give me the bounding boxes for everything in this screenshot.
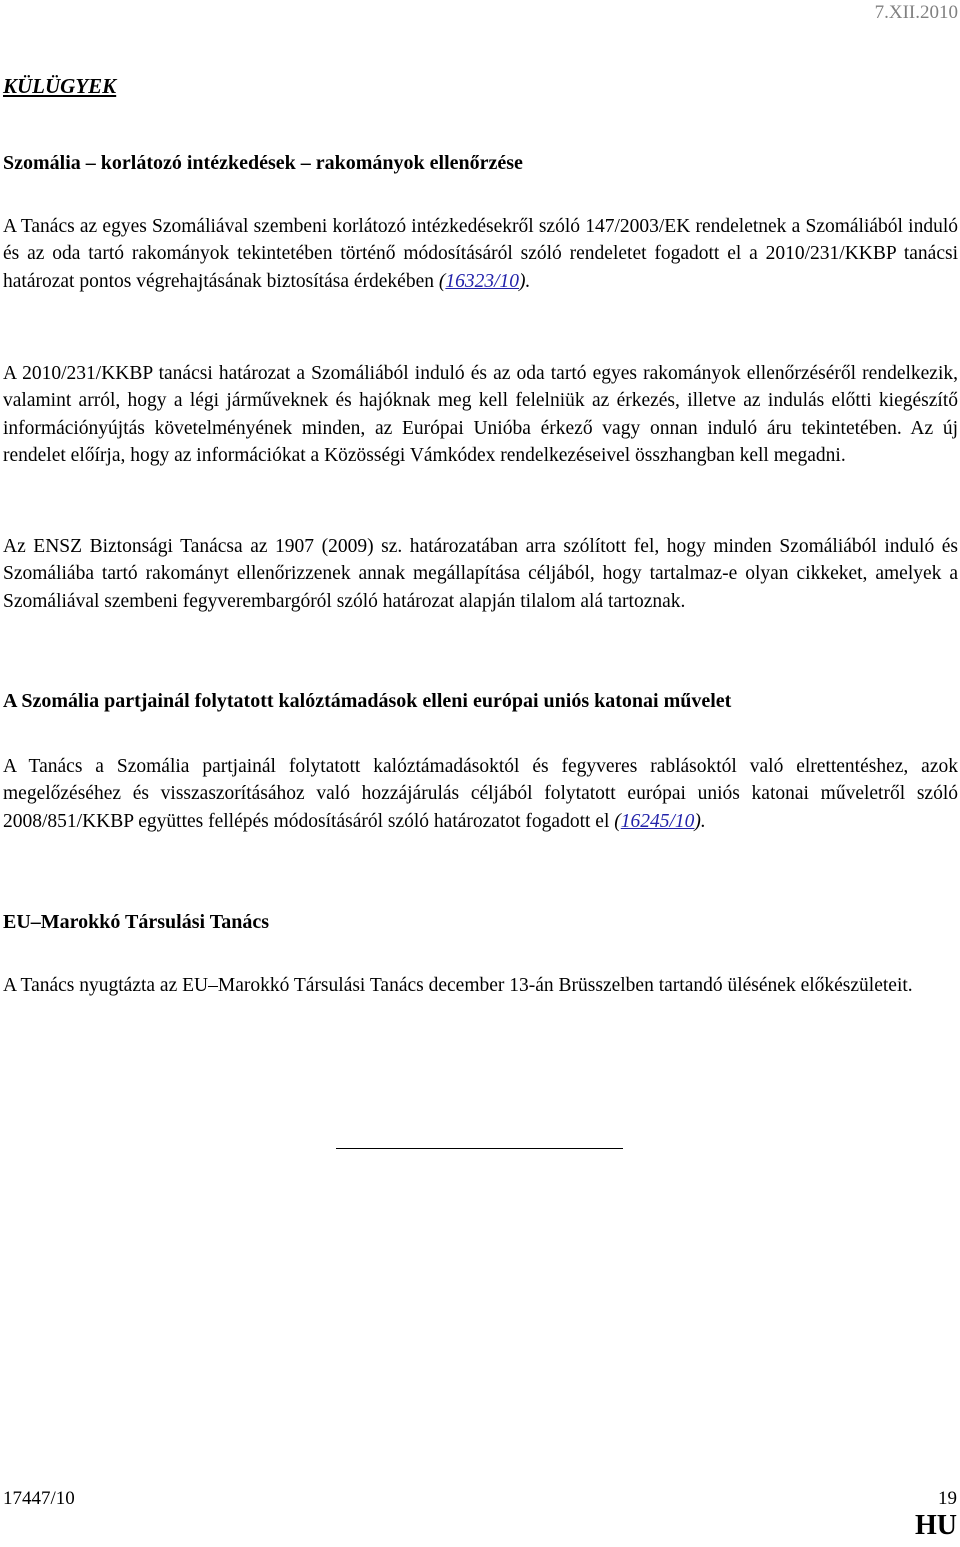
paragraph: A Tanács nyugtázta az EU–Marokkó Társulási Tanács december 13-án Brüsszelben tartandó ülésének előkészületeit. — [3, 975, 913, 996]
reference-wrap — [614, 811, 706, 832]
separator-rule — [336, 1148, 623, 1149]
reference-open: ( — [438, 270, 446, 292]
paragraph-text: A Tanács az egyes Szomáliával szembeni korlátozó intézkedésekről szóló 147/2003/EK rendeletnek a Szomáliából induló és az oda tartó rakományok tekintetében történő módosításáról szóló rendeletet fogadott el a 2010/231/KKBP tanácsi határozat pontos végrehajtásának biztosítása érdekében — [3, 216, 958, 292]
document-number: 17447/10 — [3, 1488, 75, 1509]
reference-open: ( — [614, 810, 621, 832]
document-reference-link[interactable]: 16245/10 — [620, 810, 695, 832]
paragraph-text: A Tanács a Szomália partjainál folytatott kalóztámadásoktól és fegyveres rablásoktól való elrettentéshez, azok megelőzéséhez és visszaszorításához való hozzájárulás céljából folytatott európai uniós katonai műveletről szóló 2008/851/KKBP együttes fellépés módosításáról szóló határozatot fogadott el — [3, 756, 958, 832]
section-heading: KÜLÜGYEK — [3, 74, 117, 98]
date-header: 7.XII.2010 — [874, 2, 958, 23]
item-title: A Szomália partjainál folytatott kalóztámadások elleni európai uniós katonai művelet — [3, 690, 732, 712]
item-title: EU–Marokkó Társulási Tanács — [3, 911, 270, 933]
item-title: Szomália – korlátozó intézkedések – rakományok ellenőrzése — [3, 152, 523, 174]
paragraph — [3, 753, 958, 835]
paragraph — [3, 213, 958, 295]
paragraph: A 2010/231/KKBP tanácsi határozat a Szomáliából induló és az oda tartó egyes rakományok ellenőrzéséről rendelkezik, valamint arról, hogy a légi járműveknek és hajóknak meg kell felelniük az érkezés, illetve az indulás előtti kiegészítő információnyújtás követelményének minden, az Európai Unióba érkező vagy onnan induló áru tekintetében. Az új rendelet előírja, hogy az információkat a Közösségi Vámkódex rendelkezéseivel összhangban kell megadni. — [3, 363, 958, 467]
reference-close: ). — [519, 270, 531, 292]
document-reference-link[interactable]: 16323/10 — [445, 270, 520, 292]
page-number: 19 — [938, 1488, 957, 1509]
reference-wrap — [439, 271, 531, 292]
language-code: HU — [915, 1510, 957, 1541]
reference-close: ). — [694, 810, 706, 832]
paragraph: Az ENSZ Biztonsági Tanácsa az 1907 (2009) sz. határozatában arra szólított fel, hogy minden Szomáliából induló és Szomáliába tartó rakományt ellenőrizzenek annak megállapítása céljából, hogy tartalmaz-e olyan cikkeket, amelyek a Szomáliával szembeni fegyverembargóról szóló határozat alapján tilalom alá tartoznak. — [3, 536, 958, 612]
